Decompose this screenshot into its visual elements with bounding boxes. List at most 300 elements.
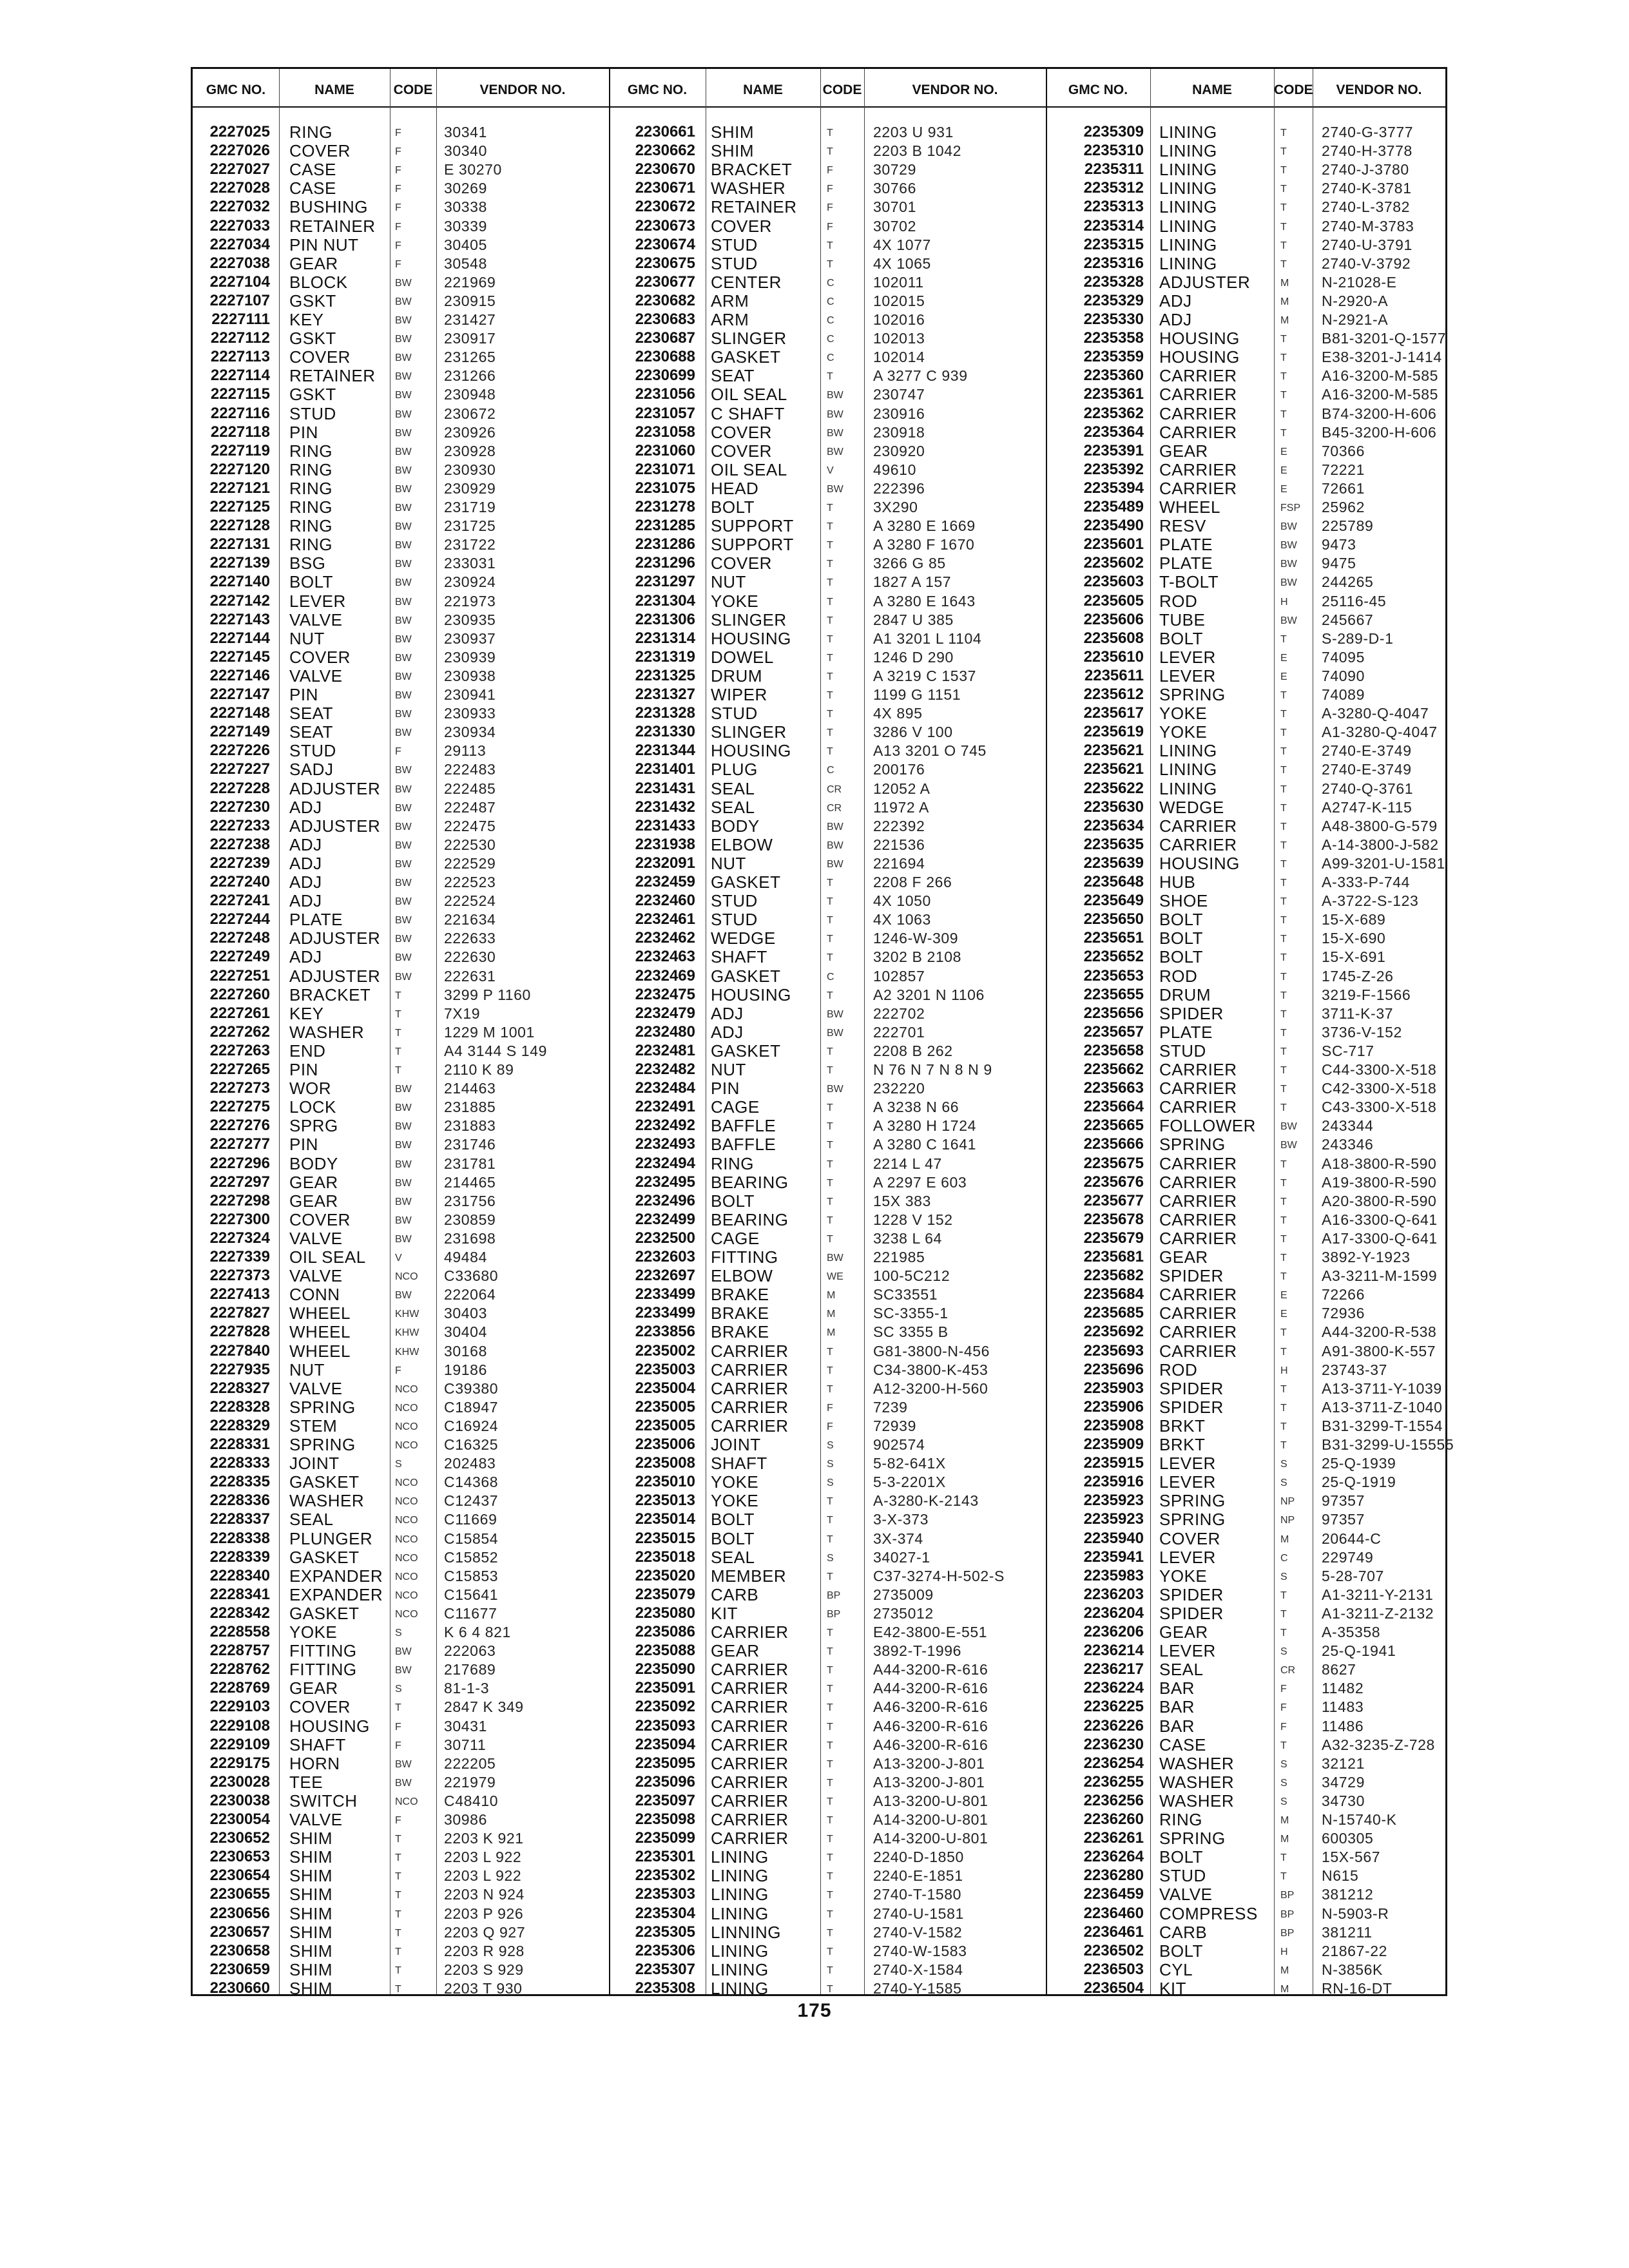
- vendor-code: T: [395, 1065, 401, 1076]
- table-row: [609, 1173, 1046, 1191]
- table-row: [1046, 236, 1445, 254]
- table-row: [1046, 1267, 1445, 1285]
- gmc-number: 2235093: [635, 1716, 695, 1735]
- vendor-number: 30548: [444, 255, 487, 272]
- gmc-number: 2227116: [210, 404, 270, 422]
- vendor-code: T: [1280, 896, 1287, 908]
- vendor-number: 30341: [444, 124, 487, 140]
- table-row: [1046, 1417, 1445, 1435]
- gmc-number: 2236256: [1083, 1791, 1144, 1809]
- vendor-code: BW: [395, 671, 412, 682]
- part-name: PIN: [711, 1079, 740, 1099]
- part-name: CARRIER: [711, 1810, 789, 1829]
- vendor-code: T: [827, 690, 833, 701]
- table-row: [1046, 1098, 1445, 1116]
- table-row: [609, 442, 1046, 460]
- gmc-number: 2235004: [635, 1379, 695, 1397]
- vendor-number: E 30270: [444, 161, 502, 178]
- vendor-code: T: [395, 1927, 401, 1939]
- vendor-number: A-14-3800-J-582: [1322, 836, 1439, 853]
- table-row: [1046, 1042, 1445, 1060]
- table-row: [609, 1867, 1046, 1885]
- table-row: [193, 1304, 609, 1322]
- table-row: [193, 479, 609, 497]
- part-name: T-BOLT: [1159, 572, 1219, 592]
- table-row: [193, 367, 609, 385]
- table-row: [609, 1398, 1046, 1416]
- vendor-number: 30269: [444, 180, 487, 197]
- table-row: [193, 348, 609, 366]
- part-name: RING: [289, 478, 333, 498]
- part-name: BRAKE: [711, 1303, 769, 1323]
- gmc-number: 2227144: [209, 629, 270, 647]
- vendor-code: BP: [1280, 1927, 1295, 1939]
- vendor-number: 74095: [1322, 648, 1365, 666]
- vendor-code: T: [395, 1965, 401, 1976]
- part-name: BODY: [289, 1153, 338, 1173]
- table-row: [193, 1811, 609, 1829]
- part-name: SHIM: [289, 1978, 333, 1998]
- vendor-code: NCO: [395, 1608, 418, 1620]
- vendor-number: A1-3280-Q-4047: [1322, 724, 1438, 741]
- vendor-number: 30403: [444, 1305, 487, 1322]
- vendor-code: T: [827, 540, 833, 552]
- vendor-code: T: [827, 1215, 833, 1226]
- part-name: GEAR: [711, 1641, 760, 1661]
- part-name: GSKT: [289, 329, 336, 349]
- part-name: KEY: [289, 1003, 324, 1023]
- table-row: [1046, 836, 1445, 854]
- table-row: [193, 385, 609, 403]
- vendor-number: 3219-F-1566: [1322, 986, 1411, 1003]
- vendor-code: F: [395, 1815, 401, 1826]
- table-row: [609, 648, 1046, 666]
- gmc-number: 2227104: [209, 273, 270, 291]
- part-name: GASKET: [711, 347, 781, 367]
- vendor-number: 230918: [873, 423, 925, 441]
- part-name: CARRIER: [1159, 422, 1237, 442]
- table-row: [193, 1510, 609, 1528]
- gmc-number: 2227233: [209, 816, 270, 834]
- table-row: [1046, 967, 1445, 985]
- vendor-code: T: [1280, 1271, 1287, 1283]
- gmc-number: 2230654: [209, 1867, 270, 1885]
- gmc-number: 2235307: [635, 1960, 695, 1978]
- part-name: WASHER: [711, 178, 786, 198]
- part-name: BOLT: [711, 497, 755, 517]
- vendor-number: 7239: [873, 1398, 908, 1416]
- vendor-code: BW: [827, 821, 843, 832]
- part-name: RETAINER: [711, 197, 797, 217]
- vendor-code: BW: [395, 1140, 412, 1151]
- gmc-number: 2235693: [1083, 1341, 1144, 1360]
- table-row: [609, 1267, 1046, 1285]
- part-name: WEDGE: [711, 928, 776, 948]
- part-name: WEDGE: [1159, 797, 1224, 817]
- part-name: CARRIER: [711, 1697, 789, 1717]
- part-name: BRACKET: [711, 160, 793, 180]
- vendor-number: 230934: [444, 724, 496, 741]
- part-name: LEVER: [289, 591, 346, 611]
- vendor-number: 2240-D-1850: [873, 1849, 964, 1866]
- vendor-number: 3-X-373: [873, 1511, 929, 1528]
- part-name: SPIDER: [1159, 1397, 1224, 1417]
- part-name: GEAR: [289, 1678, 338, 1698]
- vendor-code: BW: [395, 652, 412, 664]
- part-name: LINING: [1159, 235, 1217, 255]
- part-name: SEAL: [289, 1510, 334, 1530]
- vendor-number: 221634: [444, 911, 496, 928]
- table-row: [609, 1248, 1046, 1266]
- part-name: BOLT: [1159, 1941, 1203, 1961]
- gmc-number: 2235675: [1083, 1154, 1144, 1172]
- vendor-code: M: [1280, 1533, 1289, 1545]
- part-name: COVER: [711, 216, 772, 236]
- table-row: [609, 948, 1046, 966]
- part-name: BOLT: [711, 1191, 755, 1211]
- vendor-code: T: [827, 915, 833, 927]
- vendor-code: T: [1280, 709, 1287, 720]
- vendor-code: E: [1280, 483, 1287, 495]
- vendor-code: T: [827, 1815, 833, 1826]
- vendor-code: F: [395, 240, 401, 251]
- vendor-number: A13-3200-J-801: [873, 1773, 985, 1791]
- part-name: CARRIER: [1159, 1285, 1237, 1305]
- part-name: NUT: [289, 1360, 325, 1379]
- gmc-number: 2227275: [209, 1098, 270, 1116]
- vendor-number: A13-3711-Z-1040: [1322, 1398, 1443, 1416]
- gmc-number: 2227339: [209, 1248, 270, 1265]
- vendor-number: 72939: [873, 1417, 916, 1434]
- vendor-number: A 2297 E 603: [873, 1173, 967, 1191]
- vendor-number: 2203 R 928: [444, 1942, 525, 1959]
- part-name: ADJUSTER: [289, 966, 381, 986]
- gmc-number: 2230699: [635, 367, 695, 385]
- vendor-code: BW: [395, 1121, 412, 1133]
- part-name: SPRING: [1159, 1135, 1226, 1155]
- vendor-number: 2740-T-1580: [873, 1886, 962, 1903]
- vendor-code: T: [827, 596, 833, 608]
- vendor-number: 30702: [873, 217, 916, 235]
- vendor-code: T: [1280, 1046, 1287, 1057]
- vendor-code: T: [827, 1571, 833, 1582]
- part-name: SHAFT: [711, 1454, 767, 1474]
- part-name: SPRING: [1159, 1491, 1226, 1511]
- part-name: BRAKE: [711, 1322, 769, 1342]
- header-vendor-no: VENDOR NO.: [912, 82, 998, 97]
- part-name: HOUSING: [711, 741, 791, 761]
- gmc-number: 2235692: [1083, 1323, 1144, 1341]
- gmc-number: 2227840: [209, 1341, 270, 1360]
- gmc-number: 2230038: [209, 1791, 270, 1809]
- table-row: [193, 1792, 609, 1810]
- table-row: [609, 1773, 1046, 1791]
- vendor-code: T: [827, 128, 833, 139]
- table-row: [1046, 1155, 1445, 1173]
- vendor-number: 15X 383: [873, 1192, 931, 1209]
- table-row: [193, 179, 609, 197]
- vendor-code: M: [1280, 1834, 1289, 1845]
- part-name: SHIM: [711, 122, 754, 142]
- table-row: [609, 535, 1046, 553]
- part-name: ADJ: [1159, 291, 1192, 311]
- gmc-number: 2235301: [635, 1848, 695, 1866]
- vendor-code: BW: [395, 1158, 412, 1170]
- table-row: [193, 160, 609, 178]
- part-name: CARRIER: [1159, 1303, 1237, 1323]
- vendor-number: 230939: [444, 648, 496, 666]
- gmc-number: 2235653: [1083, 966, 1144, 985]
- gmc-number: 2235305: [635, 1923, 695, 1941]
- vendor-code: F: [395, 1365, 401, 1376]
- vendor-number: 34729: [1322, 1773, 1365, 1791]
- part-name: SUPPORT: [711, 516, 794, 536]
- vendor-code: T: [1280, 352, 1287, 364]
- vendor-code: WE: [827, 1271, 843, 1283]
- vendor-number: 2203 L 922: [444, 1849, 522, 1866]
- vendor-code: T: [1280, 258, 1287, 270]
- part-name: CARRIER: [1159, 1172, 1237, 1192]
- vendor-number: B74-3200-H-606: [1322, 405, 1437, 422]
- table-row: [193, 1248, 609, 1266]
- vendor-code: BW: [395, 783, 412, 795]
- vendor-number: 245667: [1322, 611, 1374, 628]
- table-row: [609, 1604, 1046, 1622]
- vendor-number: 231725: [444, 517, 496, 535]
- gmc-number: 2235678: [1083, 1210, 1144, 1228]
- part-name: BLOCK: [289, 272, 348, 292]
- table-row: [193, 535, 609, 553]
- table-row: [609, 704, 1046, 722]
- vendor-code: BW: [395, 408, 412, 420]
- gmc-number: 2232463: [635, 948, 695, 966]
- vendor-code: S: [395, 1684, 402, 1695]
- gmc-number: 2235010: [635, 1473, 695, 1491]
- gmc-number: 2230688: [635, 348, 695, 366]
- gmc-number: 2229175: [209, 1754, 270, 1772]
- table-row: [193, 1642, 609, 1660]
- vendor-number: C15641: [444, 1586, 499, 1603]
- table-row: [609, 1586, 1046, 1604]
- vendor-code: T: [1280, 765, 1287, 776]
- part-name: VALVE: [289, 1378, 343, 1398]
- table-row: [1046, 292, 1445, 310]
- gmc-number: 2235302: [635, 1867, 695, 1885]
- gmc-number: 2231401: [635, 760, 695, 778]
- gmc-number: 2235329: [1083, 291, 1144, 309]
- header-code: CODE: [393, 82, 433, 97]
- part-name: LEVER: [1159, 1454, 1216, 1474]
- part-name: CARRIER: [1159, 1191, 1237, 1211]
- gmc-number: 2235097: [635, 1791, 695, 1809]
- part-name: ELBOW: [711, 834, 773, 854]
- gmc-number: 2235311: [1084, 160, 1144, 178]
- vendor-code: BW: [395, 371, 412, 383]
- table-row: [193, 255, 609, 273]
- gmc-number: 2227300: [209, 1210, 270, 1228]
- vendor-number: N 76 N 7 N 8 N 9: [873, 1061, 992, 1078]
- gmc-number: 2228340: [209, 1566, 270, 1584]
- gmc-number: 2235612: [1083, 686, 1144, 703]
- part-name: C SHAFT: [711, 403, 785, 423]
- vendor-code: BW: [395, 633, 412, 645]
- vendor-code: F: [395, 184, 401, 195]
- vendor-code: BW: [395, 765, 412, 776]
- vendor-number: 231427: [444, 311, 496, 328]
- part-name: KIT: [1159, 1978, 1186, 1998]
- vendor-number: 222524: [444, 892, 496, 910]
- table-row: [609, 1885, 1046, 1903]
- vendor-number: 34730: [1322, 1792, 1365, 1809]
- vendor-number: 221979: [444, 1773, 496, 1791]
- gmc-number: 2227131: [209, 535, 270, 553]
- part-name: BAFFLE: [711, 1116, 776, 1136]
- vendor-code: BW: [395, 559, 412, 570]
- vendor-number: 221973: [444, 592, 496, 610]
- vendor-code: S: [395, 1459, 402, 1470]
- vendor-code: T: [827, 1946, 833, 1957]
- vendor-code: T: [1280, 1253, 1287, 1264]
- gmc-number: 2231060: [635, 441, 695, 459]
- part-name: LINING: [1159, 141, 1217, 161]
- part-name: LEVER: [1159, 647, 1216, 667]
- part-name: BOLT: [1159, 1847, 1203, 1867]
- vendor-number: A-3280-K-2143: [873, 1492, 979, 1510]
- gmc-number: 2231325: [635, 666, 695, 684]
- gmc-number: 2228762: [209, 1660, 270, 1678]
- vendor-number: 29113: [444, 742, 487, 760]
- part-name: LINING: [711, 1847, 769, 1867]
- part-name: YOKE: [1159, 722, 1208, 742]
- vendor-number: 230929: [444, 479, 496, 497]
- table-row: [193, 1079, 609, 1097]
- vendor-code: BW: [827, 840, 843, 851]
- gmc-number: 2227149: [209, 723, 270, 741]
- gmc-number: 2227298: [209, 1191, 270, 1209]
- table-row: [193, 123, 609, 141]
- gmc-number: 2235392: [1083, 460, 1144, 478]
- part-name: RING: [289, 459, 333, 479]
- table-row: [193, 217, 609, 235]
- vendor-number: B31-3299-U-15555: [1322, 1436, 1454, 1453]
- vendor-number: 2740-K-3781: [1322, 180, 1412, 197]
- vendor-number: 2740-E-3749: [1322, 742, 1412, 760]
- part-name: SPIDER: [1159, 1584, 1224, 1604]
- vendor-number: 11972 A: [873, 798, 929, 816]
- part-name: NUT: [711, 853, 746, 873]
- part-name: HOUSING: [711, 985, 791, 1004]
- gmc-number: 2230682: [635, 291, 695, 309]
- table-row: [193, 329, 609, 347]
- vendor-number: C11669: [444, 1511, 497, 1528]
- vendor-number: A20-3800-R-590: [1322, 1192, 1437, 1209]
- vendor-number: 1199 G 1151: [873, 686, 961, 703]
- table-row: [193, 1117, 609, 1135]
- table-row: [1046, 910, 1445, 928]
- vendor-code: E: [1280, 1290, 1287, 1302]
- table-row: [609, 1061, 1046, 1079]
- gmc-number: 2235941: [1083, 1548, 1144, 1566]
- table-row: [1046, 1117, 1445, 1135]
- vendor-code: V: [395, 1253, 402, 1264]
- gmc-number: 2235923: [1083, 1510, 1144, 1528]
- part-name: GEAR: [1159, 1622, 1208, 1642]
- table-row: [1046, 1660, 1445, 1678]
- part-name: LINING: [1159, 122, 1217, 142]
- table-row: [1046, 1717, 1445, 1735]
- vendor-number: 2203 K 921: [444, 1830, 524, 1847]
- vendor-number: 221536: [873, 836, 925, 853]
- table-row: [1046, 1548, 1445, 1566]
- gmc-number: 2228327: [209, 1379, 270, 1397]
- vendor-number: 15-X-691: [1322, 948, 1386, 966]
- vendor-code: BW: [395, 878, 412, 889]
- gmc-number: 2230687: [635, 329, 695, 347]
- vendor-code: BW: [395, 840, 412, 851]
- table-row: [609, 123, 1046, 141]
- gmc-number: 2227147: [209, 686, 270, 703]
- vendor-number: 102011: [873, 273, 924, 291]
- part-name: BEARING: [711, 1209, 789, 1229]
- vendor-number: 214465: [444, 1173, 496, 1191]
- vendor-code: T: [1280, 1177, 1287, 1189]
- vendor-code: BW: [827, 390, 843, 401]
- vendor-code: BW: [1280, 521, 1297, 533]
- table-row: [609, 986, 1046, 1004]
- vendor-code: T: [1280, 221, 1287, 233]
- part-name: CARRIER: [1159, 403, 1237, 423]
- part-name: LEVER: [1159, 666, 1216, 686]
- part-name: ROD: [1159, 591, 1198, 611]
- part-name: CARRIER: [711, 1397, 789, 1417]
- part-name: OIL SEAL: [711, 459, 787, 479]
- header-code: CODE: [822, 82, 862, 97]
- vendor-number: 230930: [444, 461, 496, 478]
- vendor-number: 2740-L-3782: [1322, 198, 1411, 216]
- part-name: GASKET: [711, 872, 781, 892]
- vendor-number: 3286 V 100: [873, 724, 953, 741]
- vendor-number: S-289-D-1: [1322, 629, 1394, 647]
- part-name: SEAL: [711, 1547, 755, 1567]
- vendor-number: C16325: [444, 1436, 499, 1453]
- table-row: [609, 479, 1046, 497]
- table-row: [609, 742, 1046, 760]
- vendor-code: S: [1280, 1758, 1287, 1770]
- header-gmc-no: GMC NO.: [627, 82, 688, 97]
- table-row: [193, 498, 609, 516]
- part-name: SHIM: [289, 1922, 333, 1942]
- part-name: GASKET: [289, 1472, 360, 1492]
- table-row: [609, 273, 1046, 291]
- vendor-number: A 3280 C 1641: [873, 1136, 976, 1153]
- vendor-code: T: [827, 1890, 833, 1901]
- vendor-number: 230916: [873, 405, 925, 422]
- vendor-code: T: [1280, 1008, 1287, 1020]
- gmc-number: 2231057: [635, 404, 695, 422]
- part-name: RING: [289, 497, 333, 517]
- part-name: LINING: [711, 1903, 769, 1923]
- vendor-code: BW: [395, 802, 412, 814]
- vendor-number: 30404: [444, 1323, 487, 1341]
- table-row: [1046, 1567, 1445, 1585]
- vendor-code: T: [827, 577, 833, 589]
- vendor-code: T: [1280, 783, 1287, 795]
- table-row: [193, 704, 609, 722]
- part-name: CAGE: [711, 1097, 760, 1117]
- table-row: [609, 929, 1046, 947]
- vendor-code: S: [1280, 1777, 1287, 1789]
- vendor-number: 72936: [1322, 1305, 1365, 1322]
